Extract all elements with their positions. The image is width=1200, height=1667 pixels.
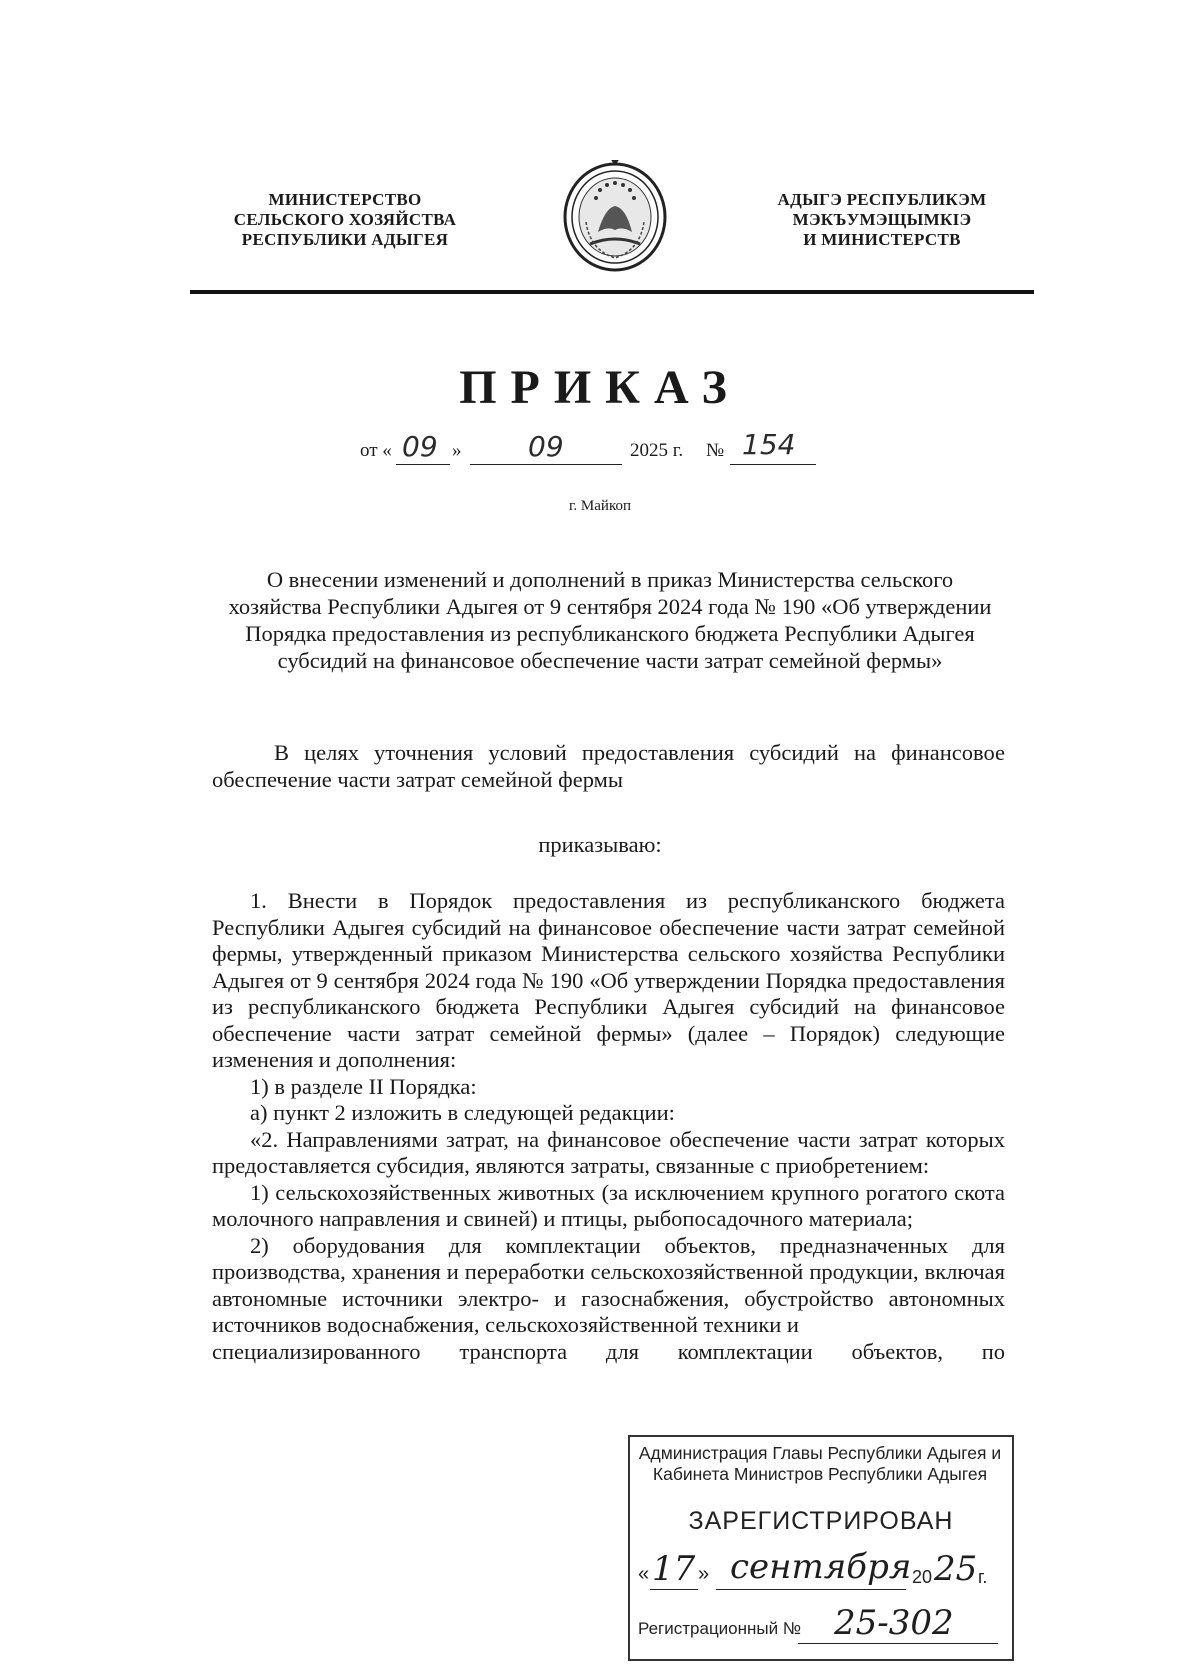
ministry-line: СЕЛЬСКОГО ХОЗЯЙСТВА (233, 210, 457, 229)
preamble-text: В целях уточнения условий предоставления субсидий на финансовое обеспечение части затрат семейной фермы (212, 740, 1005, 792)
order-number: 154 (742, 428, 796, 461)
item-paragraph: 1. Внести в Порядок предоставления из республиканского бюджета Республики Адыгея субсидий на финансовое обеспечение части затрат семейной фермы, утвержденный приказом Министерства сельского хозяйства Республики Адыгея от 9 сентября 2024 года № 190 «Об утверждении Порядка предоставления из республиканского бюджета Республики Адыгея субсидий на финансовое обеспечение части затрат семейной фермы» (далее – Порядок) следующие изменения и дополнения: (212, 888, 1005, 1072)
date-quote-close: » (452, 440, 462, 461)
date-prefix: от « (360, 440, 392, 461)
order-word: приказываю: (538, 832, 662, 857)
number-label: № (706, 440, 725, 461)
last-line-word: для (605, 1338, 639, 1364)
date-day: 09 (402, 430, 438, 463)
ministry-line: И МИНИСТЕРСТВ (803, 230, 961, 249)
date-month: 09 (528, 430, 564, 463)
stamp-year-suffix: 25 (934, 1549, 978, 1589)
stamp-reg-number: 25-302 (834, 1603, 954, 1643)
item-paragraph: а) пункт 2 изложить в следующей редакции: (250, 1100, 675, 1125)
item-paragraph: «2. Направлениями затрат, на финансовое обеспечение части затрат которых предоставляется субсидия, являются затраты, связанные с приобретением: (212, 1126, 1005, 1178)
stamp-organization: Администрация Главы Республики Адыгея и Кабинета Министров Республики Адыгея (638, 1443, 1002, 1484)
stamp-reg-label: Регистрационный № (638, 1619, 802, 1638)
stamp-month: сентября (730, 1547, 912, 1587)
ministry-line: МИНИСТЕРСТВО (268, 190, 422, 209)
ministry-name-russian (215, 190, 475, 250)
order-items (212, 888, 1005, 1365)
item-paragraph: 2) оборудования для комплектации объектов, предназначенных для производства, хранения и переработки сельскохозяйственной продукции, включая автономные источники электро- и газоснабжения, обустройство автономных источников водоснабжения, сельскохозяйственной техники и (212, 1232, 1005, 1337)
ministry-line: РЕСПУБЛИКИ АДЫГЕЯ (241, 230, 449, 249)
last-line-word: объектов, (851, 1338, 943, 1364)
date-line (360, 428, 880, 472)
stamp-registration (638, 1603, 1004, 1651)
ministry-line: АДЫГЭ РЕСПУБЛИКЭМ (777, 190, 987, 209)
header-divider (190, 290, 1034, 294)
ministry-name-adyghe (752, 190, 1012, 250)
item-paragraph: 1) в разделе II Порядка: (250, 1073, 477, 1099)
document-subject: О внесении изменений и дополнений в приказ Министерства сельского хозяйства Республики Адыгея от 9 сентября 2024 года № 190 «Об утверждении Порядка предоставления из республиканского бюджета Республики Адыгея субсидий на финансовое обеспечение части затрат семейной фермы» (228, 567, 992, 673)
adygea-coat-of-arms-icon (560, 160, 670, 274)
registration-stamp (628, 1435, 1014, 1661)
ministry-line: МЭКЪУМЭЩЫМКIЭ (792, 210, 972, 229)
item-paragraph: 1) сельскохозяйственных животных (за исключением крупного рогатого скота молочного направления и свиней) и птицы, рыбопосадочного материала; (212, 1179, 1005, 1231)
last-line-word: по (981, 1338, 1006, 1364)
document-title: ПРИКАЗ (459, 361, 741, 414)
stamp-date: « 17 » сентября 20 25 г. (638, 1547, 988, 1589)
last-line-word: специализированного (212, 1338, 421, 1364)
date-year: 2025 г. (630, 440, 684, 461)
item-last-line (212, 1339, 1005, 1366)
stamp-year-g: г. (978, 1567, 988, 1587)
last-line-word: транспорта (459, 1338, 568, 1364)
stamp-year-prefix: 20 (912, 1567, 933, 1587)
city: г. Майкоп (568, 498, 632, 514)
stamp-status: ЗАРЕГИСТРИРОВАН (688, 1507, 954, 1535)
preamble (212, 740, 1005, 793)
stamp-day: 17 (652, 1549, 696, 1589)
last-line-word: комплектации (677, 1338, 813, 1364)
